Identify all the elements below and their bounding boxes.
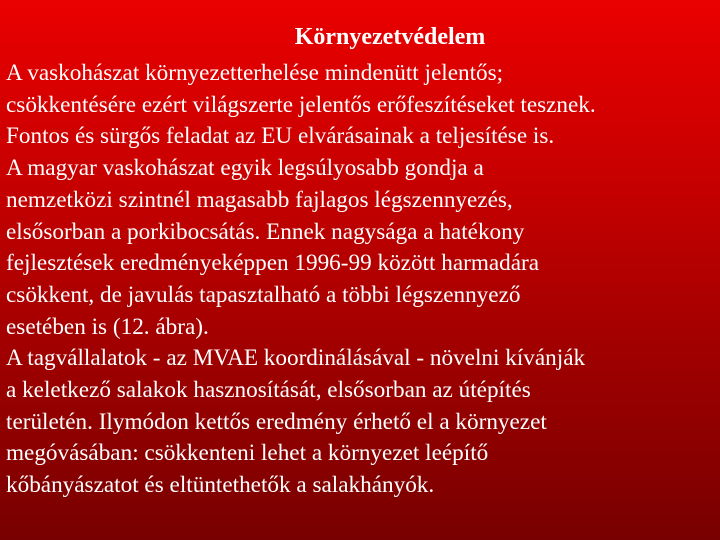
slide-body <box>6 58 718 502</box>
body-line: A tagvállalatok - az MVAE koordinálásával - növelni kívánják <box>6 345 586 372</box>
body-line: kőbányászatot és eltüntethetők a salakhányók. <box>6 472 435 499</box>
body-line: esetében is (12. ábra). <box>6 313 209 340</box>
body-line: megóvásában: csökkenteni lehet a környezet leépítő <box>6 440 489 467</box>
body-line: a keletkező salakok hasznosítását, elsősorban az útépítés <box>6 377 531 404</box>
body-line: csökkentésére ezért világszerte jelentős erőfeszítéseket tesznek. <box>6 91 596 118</box>
slide-title <box>0 22 720 52</box>
body-line: A magyar vaskohászat egyik legsúlyosabb gondja a <box>6 155 484 182</box>
slide-title-text: Környezetvédelem <box>294 24 486 50</box>
body-line: A vaskohászat környezetterhelése mindenütt jelentős; <box>6 60 504 86</box>
body-line: Fontos és sürgős feladat az EU elvárásainak a teljesítése is. <box>6 123 555 150</box>
body-line: fejlesztések eredményeképpen 1996-99 között harmadára <box>6 250 540 277</box>
body-line: területén. Ilymódon kettős eredmény érhető el a környezet <box>6 408 547 435</box>
body-line: elsősorban a porkibocsátás. Ennek nagysága a hatékony <box>6 218 525 245</box>
body-line: csökkent, de javulás tapasztalható a többi légszennyező <box>6 281 521 308</box>
body-line: nemzetközi szintnél magasabb fajlagos légszennyezés, <box>6 186 513 213</box>
